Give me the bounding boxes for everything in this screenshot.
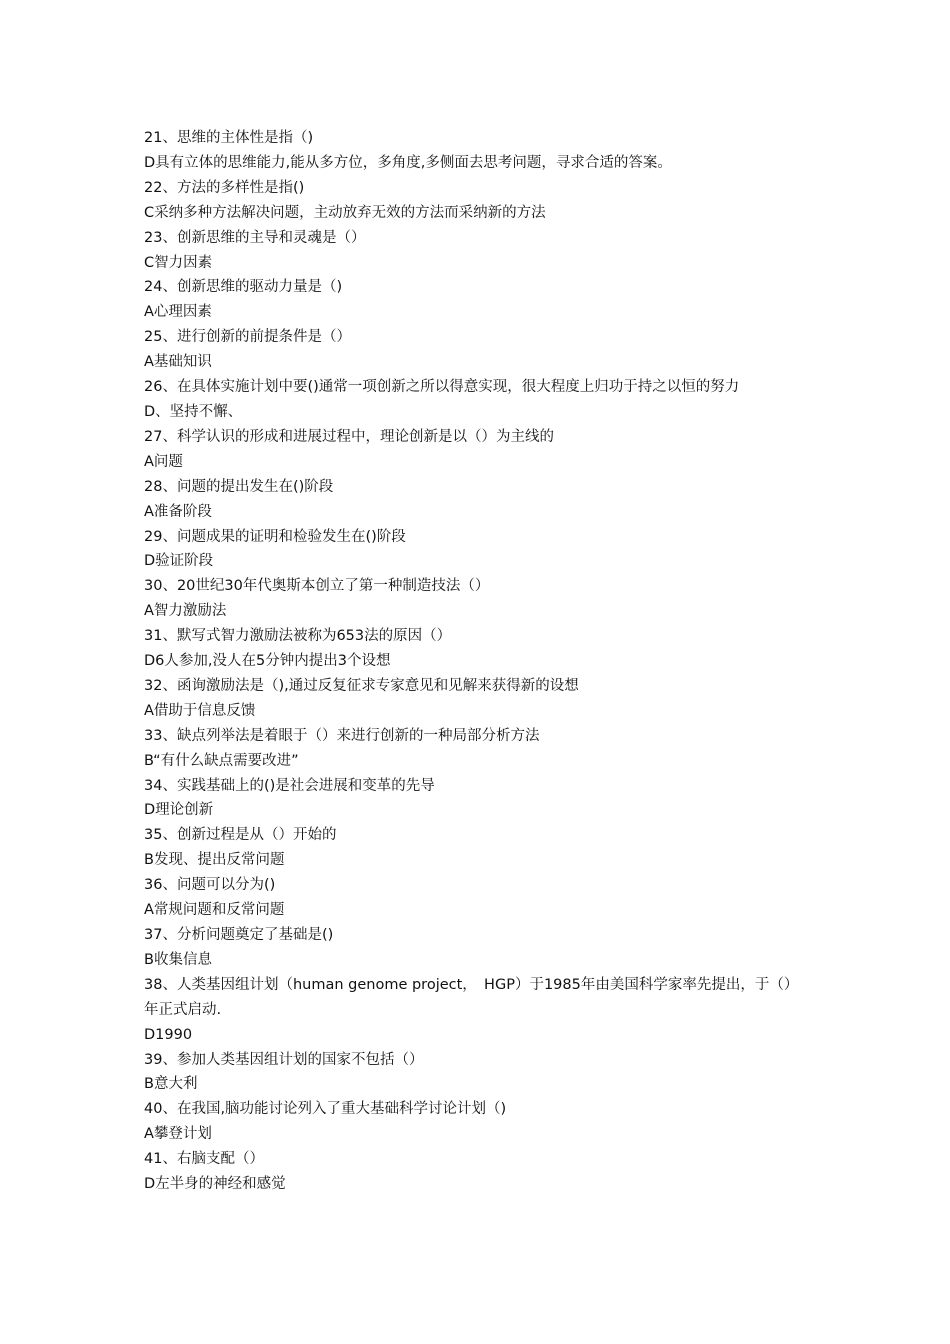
answer-26: D、坚持不懈、 — [144, 403, 243, 420]
answer-29: D验证阶段 — [144, 553, 214, 570]
question-38: 38、人类基因组计划（human genome project， HGP）于1985年由美国科学家率先提出，于（）年正式启动. — [144, 976, 799, 1018]
answer-41: D左半身的神经和感觉 — [144, 1176, 286, 1193]
question-23: 23、创新思维的主导和灵魂是（） — [144, 229, 366, 246]
answer-38: D1990 — [144, 1026, 193, 1043]
answer-22: C采纳多种方法解决问题，主动放弃无效的方法而采纳新的方法 — [144, 204, 546, 221]
question-39: 39、参加人类基因组计划的国家不包括（） — [144, 1051, 424, 1068]
document-body — [144, 126, 810, 1197]
question-22: 22、方法的多样性是指() — [144, 179, 305, 196]
answer-33: B“有什么缺点需要改进” — [144, 752, 299, 769]
question-21: 21、思维的主体性是指（) — [144, 130, 314, 146]
question-29: 29、问题成果的证明和检验发生在()阶段 — [144, 528, 406, 545]
answer-28: A准备阶段 — [144, 503, 212, 520]
question-36: 36、问题可以分为() — [144, 877, 276, 894]
answer-23: C智力因素 — [144, 254, 213, 271]
question-32: 32、函询激励法是（),通过反复征求专家意见和见解来获得新的设想 — [144, 677, 579, 694]
answer-30: A智力激励法 — [144, 603, 227, 620]
question-25: 25、进行创新的前提条件是（） — [144, 329, 351, 346]
question-30: 30、20世纪30年代奥斯本创立了第一种制造技法（） — [144, 578, 490, 595]
question-35: 35、创新过程是从（）开始的 — [144, 827, 337, 844]
question-37: 37、分析问题奠定了基础是() — [144, 927, 334, 943]
question-27: 27、科学认识的形成和进展过程中，理论创新是以（）为主线的 — [144, 428, 554, 445]
answer-35: B发现、提出反常问题 — [144, 852, 285, 869]
question-24: 24、创新思维的驱动力量是（) — [144, 279, 343, 296]
answer-27: A问题 — [144, 453, 183, 470]
answer-25: A基础知识 — [144, 354, 212, 371]
question-41: 41、右脑支配（） — [144, 1151, 264, 1168]
question-31: 31、默写式智力激励法被称为653法的原因（） — [144, 628, 452, 645]
question-34: 34、实践基础上的()是社会进展和变革的先导 — [144, 777, 435, 794]
question-33: 33、缺点列举法是着眼于（）来进行创新的一种局部分析方法 — [144, 727, 540, 744]
answer-32: A借助于信息反馈 — [144, 702, 256, 719]
answer-21: D具有立体的思维能力,能从多方位，多角度,多侧面去思考问题，寻求合适的答案。 — [144, 154, 672, 171]
answer-31: D6人参加,没人在5分钟内提出3个设想 — [144, 653, 391, 670]
question-28: 28、问题的提出发生在()阶段 — [144, 478, 334, 495]
answer-37: B收集信息 — [144, 951, 212, 968]
question-26: 26、在具体实施计划中要()通常一项创新之所以得意实现，很大程度上归功于持之以恒的努力 — [144, 379, 740, 396]
question-40: 40、在我国,脑功能讨论列入了重大基础科学讨论计划（) — [144, 1101, 507, 1118]
answer-24: A心理因素 — [144, 304, 212, 321]
answer-40: A攀登计划 — [144, 1126, 212, 1143]
answer-36: A常规问题和反常问题 — [144, 902, 285, 919]
answer-39: B意大利 — [144, 1076, 198, 1093]
answer-34: D理论创新 — [144, 802, 214, 819]
